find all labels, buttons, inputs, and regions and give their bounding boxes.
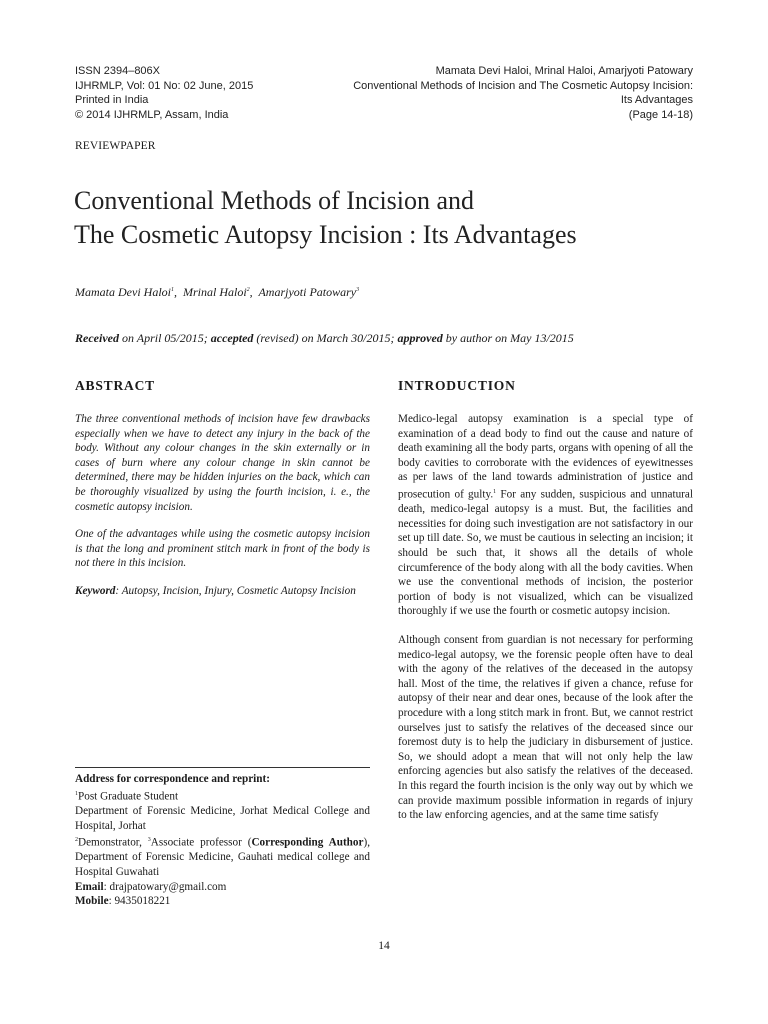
- intro-text: For any sudden, suspicious and unnatural death, medico-legal autopsy is a must. But, the facilities and necessities for doing such investigation are not satisfactory in our set up till date. So, we must be cautious in selecting an incision; it should be such that, it shows all the details of whole circumference of the body along with all the body cavities. When we use the conventional methods of incision, the posterior portion of body is not visualized, which can be visualized thoroughly if we use the fourth or cosmetic autopsy incision.: [398, 488, 693, 618]
- mobile-number: : 9435018221: [108, 895, 171, 908]
- keywords: [75, 584, 370, 599]
- copyright: © 2014 IJHRMLP, Assam, India: [75, 108, 229, 121]
- received-text: on April 05/2015;: [118, 331, 211, 345]
- abstract-paragraph: The three conventional methods of incision have few drawbacks especially when we have to detect any injury in the back of the body. Without any colour changes in the skin externally or in cases of burn where any colour change in skin cannot be determined, there may be hidden injuries on the back, which can be thoroughly visualized by using the fourth incision, i. e., the cosmetic autopsy incision.: [75, 413, 370, 513]
- affil-mark: 1: [170, 287, 174, 293]
- intro-paragraph: [398, 412, 693, 619]
- running-title-2: Its Advantages: [620, 94, 693, 106]
- page-number: 14: [378, 940, 390, 952]
- abstract-paragraph: One of the advantages while using the cosmetic autopsy incision is that the long and prominent stitch mark in front of the body is not there in this incision.: [75, 528, 370, 570]
- affil-mark: 2: [246, 287, 250, 293]
- affil-text: Demonstrator,: [78, 836, 148, 849]
- running-header: [293, 64, 693, 122]
- issn: ISSN 2394–806X: [75, 65, 161, 77]
- affiliation-1: [75, 787, 370, 804]
- affil-mark: 2: [75, 837, 78, 844]
- affil-text: ), Department of Forensic Medicine, Gauhati medical college and Hospital Guwahati: [75, 836, 370, 879]
- approved-text: by author on May 13/2015: [442, 331, 574, 345]
- affil-mark: 3: [356, 287, 360, 293]
- affil-text: Post Graduate Student: [78, 790, 179, 803]
- paper-type: REVIEWPAPER: [75, 140, 156, 152]
- author-name: Mrinal Haloi: [182, 285, 247, 299]
- running-title-1: Conventional Methods of Incision and The Cosmetic Autopsy Incision:: [353, 79, 693, 92]
- accepted-text: (revised) on March 30/2015;: [253, 331, 398, 345]
- author-name: Amarjyoti Patowary: [258, 285, 357, 299]
- title-line-2: The Cosmetic Autopsy Incision : Its Advantages: [74, 220, 577, 249]
- introduction-heading: INTRODUCTION: [398, 378, 516, 393]
- affil-text: Associate professor (: [150, 836, 252, 849]
- keyword-label: Keyword: [75, 584, 116, 597]
- page-range: (Page 14-18): [628, 108, 693, 121]
- mobile-label: Mobile: [75, 895, 109, 908]
- mobile-line: [75, 894, 370, 909]
- correspondence-block: [75, 772, 370, 909]
- author-name: Mamata Devi Haloi: [75, 285, 171, 299]
- author-list: Mamata Devi Haloi$^1$, Mrinal Haloi$^2$, Amarjyoti Patowary$^3$: [75, 285, 360, 299]
- accepted-label: accepted: [210, 331, 254, 345]
- printed-in: Printed in India: [75, 94, 149, 106]
- received-label: Received: [75, 331, 119, 345]
- introduction-body: [398, 412, 693, 837]
- title-line-1: Conventional Methods of Incision and: [74, 186, 475, 215]
- affiliation-2-3: [75, 833, 370, 880]
- affiliation-department: Department of Forensic Medicine, Jorhat Medical College and Hospital, Jorhat: [75, 804, 370, 832]
- keyword-text: : Autopsy, Incision, Injury, Cosmetic Autopsy Incision: [115, 584, 356, 597]
- email-address[interactable]: : drajpatowary@gmail.com: [103, 880, 227, 893]
- abstract-body: [75, 412, 370, 612]
- reference-mark: 1: [493, 488, 497, 495]
- paper-title: [74, 184, 694, 252]
- running-authors: Mamata Devi Haloi, Mrinal Haloi, Amarjyoti Patowary: [435, 65, 693, 77]
- intro-text: Medico-legal autopsy examination is a special type of examination of a dead body to find out the cause and nature of death examining all the body parts, organs with opening of all the body cavities to corroborate with the evidences of eyewitnesses as per laws of the land towards administration of justice and prosecution of gulty.: [398, 413, 693, 501]
- email-label: Email: [75, 880, 104, 893]
- submission-dates: [75, 331, 574, 346]
- affil-mark: 3: [147, 837, 151, 844]
- footnote-divider: [75, 767, 370, 768]
- abstract-heading: ABSTRACT: [75, 378, 155, 393]
- volume-info: IJHRMLP, Vol: 01 No: 02 June, 2015: [75, 79, 254, 92]
- approved-label: approved: [397, 331, 443, 345]
- corresponding-author-label: Corresponding Author: [251, 836, 364, 849]
- intro-paragraph: Although consent from guardian is not necessary for performing medico-legal autopsy, we the forensic people often have to deal with the agony of the relatives of the deceased in the autopsy hall. Most of the time, the relatives if given a chance, refuse for autopsy of their near and dear ones, because of the look after the procedure with a long stitch mark in front. But, we cannot restrict ourselves just to satisfy the relatives of the deceased since our foremost duty is to help the judiciary in disbursement of justice. So, we should adopt a mean that will not only help the law enforcing agencies but also satisfy the relatives of the deceased. In this regard the fourth incision is the only way out by which we can provide maximum possible information in regards of injury to the law enforcing agencies, and at the same time satisfy: [398, 634, 693, 822]
- correspondence-heading: Address for correspondence and reprint:: [75, 773, 270, 785]
- affil-mark: 1: [75, 790, 78, 797]
- email-line: [75, 880, 370, 895]
